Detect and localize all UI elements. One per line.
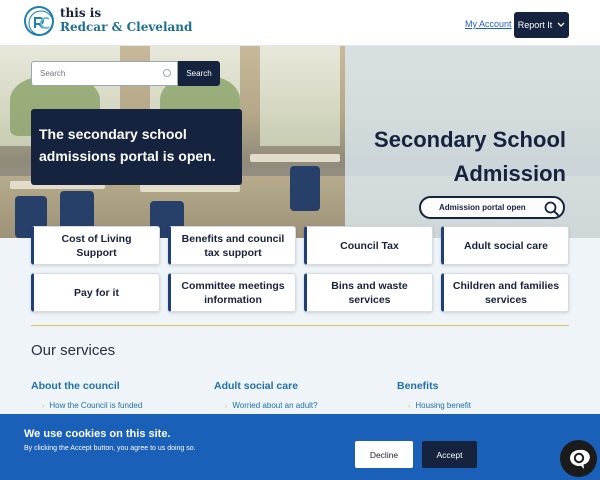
announcement-banner[interactable] — [31, 109, 242, 185]
admission-portal-pill[interactable] — [419, 196, 565, 219]
tile-label: Committee meetings — [181, 279, 285, 292]
tile-label: Pay for it — [74, 286, 119, 299]
tile-council-tax[interactable] — [304, 226, 433, 265]
tile-bins-waste[interactable] — [304, 273, 433, 312]
hero-title-line: Admission — [453, 161, 566, 186]
logo-text-line1[interactable]: this is — [60, 6, 102, 20]
tile-label: information — [204, 293, 262, 306]
tile-label: Council Tax — [340, 239, 399, 252]
cookie-title: We use cookies on this site. — [24, 428, 171, 440]
service-link[interactable] — [408, 401, 471, 410]
service-heading-about-council[interactable]: About the council — [31, 380, 120, 392]
announcement-line: admissions portal is open. — [39, 148, 216, 164]
tile-pay-for-it[interactable] — [31, 273, 160, 312]
chevron-right-icon: › — [42, 403, 45, 410]
our-services-heading: Our services — [31, 342, 116, 359]
tile-label: Children and families — [452, 279, 560, 292]
my-account-link[interactable]: My Account — [465, 19, 512, 29]
site-header — [0, 0, 600, 46]
decline-button[interactable]: Decline — [355, 441, 413, 468]
service-heading-adult-social-care[interactable]: Adult social care — [214, 380, 299, 392]
chevron-right-icon: › — [225, 403, 228, 410]
hero-photo-desk — [250, 154, 340, 162]
service-heading-benefits[interactable]: Benefits — [397, 380, 439, 392]
search-field[interactable] — [31, 61, 178, 86]
chevron-down-icon — [557, 22, 565, 28]
accept-button[interactable]: Accept — [422, 441, 477, 468]
service-link[interactable] — [42, 401, 142, 410]
service-link-label: Worried about an adult? — [232, 401, 318, 410]
report-it-label: Report It — [517, 20, 553, 30]
search-input[interactable] — [32, 62, 152, 85]
logo-text-line2[interactable]: Redcar & Cleveland — [60, 20, 193, 34]
tile-label: tax support — [204, 246, 262, 259]
tile-adult-social-care[interactable] — [441, 226, 569, 265]
search-clear-icon[interactable] — [163, 69, 171, 77]
hero-photo-chair — [290, 166, 320, 211]
council-logo-icon[interactable] — [24, 6, 54, 36]
tile-committee-meetings[interactable] — [168, 273, 296, 312]
cookie-banner — [0, 414, 600, 480]
service-link[interactable] — [225, 401, 318, 410]
hero-title-line: Secondary School — [374, 127, 566, 152]
tile-label: services — [484, 293, 528, 306]
chat-button[interactable] — [560, 440, 597, 477]
hero-photo-desk — [140, 184, 240, 192]
search-button[interactable]: Search — [178, 61, 220, 86]
section-divider — [31, 325, 569, 326]
announcement-line: The secondary school — [39, 126, 187, 142]
cookie-text: By clicking the Accept button, you agree to us doing so. — [24, 445, 196, 452]
tile-label: Benefits and council — [181, 232, 285, 245]
report-it-button[interactable] — [514, 12, 569, 38]
tile-benefits[interactable] — [168, 226, 296, 265]
tile-cost-of-living[interactable] — [31, 226, 160, 265]
tile-label: services — [348, 293, 391, 306]
tile-label: Cost of Living Support — [61, 232, 132, 259]
tile-label: Adult social care — [463, 239, 549, 252]
tile-label: Bins and waste — [331, 279, 408, 292]
chat-bubble-icon — [568, 448, 590, 470]
hero-photo-window — [260, 46, 340, 146]
admission-portal-label: Admission portal open — [439, 203, 526, 212]
service-link-label: Housing benefit — [415, 401, 471, 410]
hero-title — [350, 123, 566, 191]
chevron-right-icon: › — [408, 403, 411, 410]
search-icon — [544, 201, 560, 217]
tile-children-families[interactable] — [441, 273, 569, 312]
service-link-label: How the Council is funded — [49, 401, 143, 410]
